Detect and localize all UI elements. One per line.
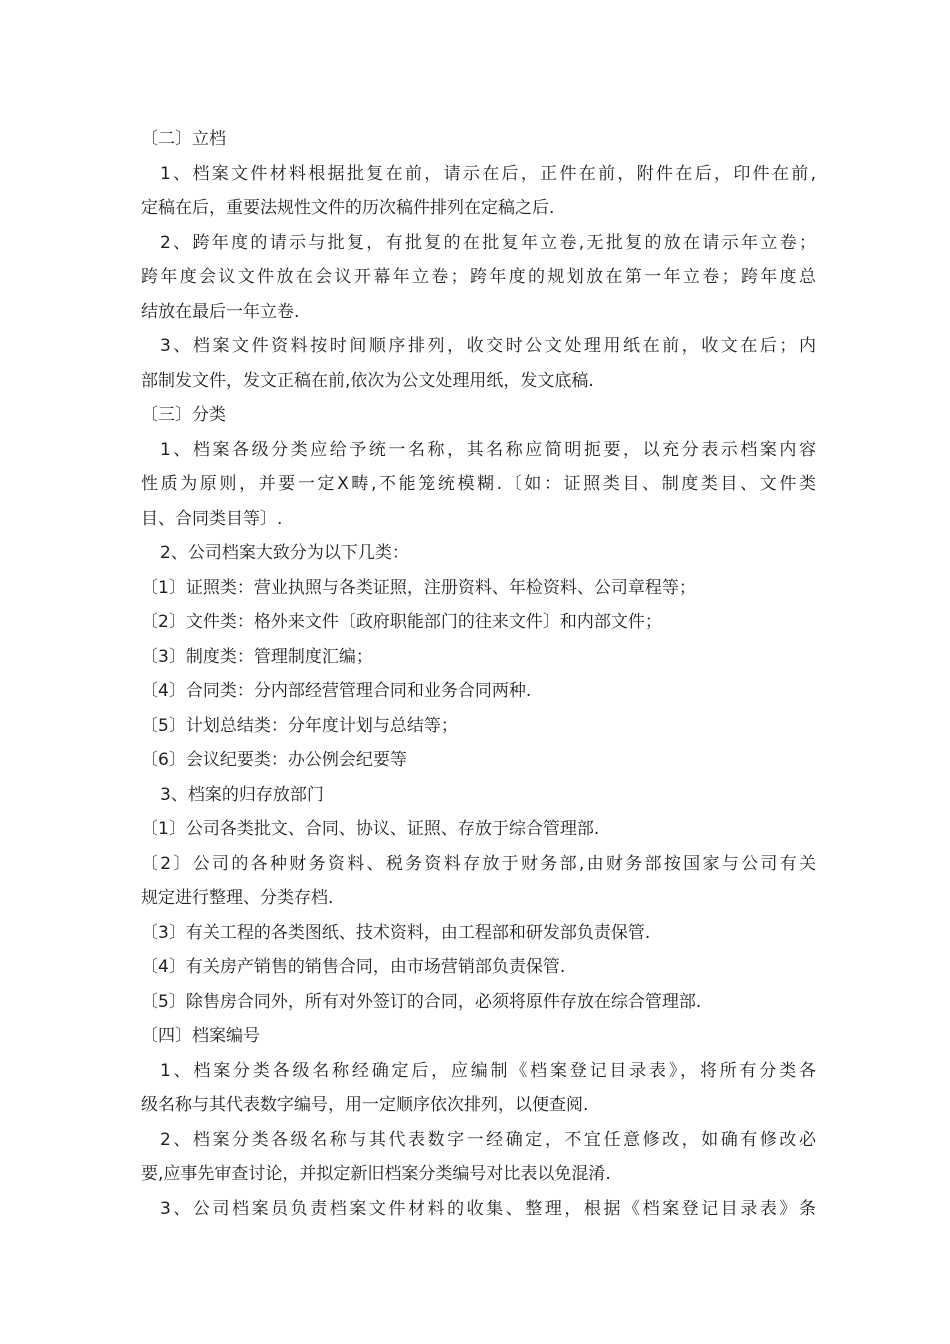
text-line: 定稿在后，重要法规性文件的历次稿件排列在定稿之后. (141, 198, 555, 218)
text-line: 部制发文件，发文正稿在前,依次为公文处理用纸，发文底稿. (141, 370, 594, 391)
text-line: 〔1〕证照类：营业执照与各类证照，注册资料、年检资料、公司章程等； (141, 577, 696, 598)
text-line: 〔1〕公司各类批文、合同、协议、证照、存放于综合管理部. (141, 819, 600, 839)
text-line: 2、档案分类各级名称与其代表数字一经确定，不宜任意修改，如确有修改必 (160, 1129, 816, 1150)
text-line: 结放在最后一年立卷. (141, 301, 300, 322)
text-line: 1、档案各级分类应给予统一名称，其名称应简明扼要，以充分表示档案内容 (160, 439, 816, 460)
text-line: 3、档案的归存放部门 (160, 784, 324, 805)
text-line: 〔6〕会议纪要类：办公例会纪要等 (141, 750, 407, 770)
text-line: 目、合同类目等〕. (141, 508, 283, 529)
text-line: 〔2〕文件类：格外来文件〔政府职能部门的往来文件〕和内部文件； (141, 612, 662, 632)
text-line: 3、档案文件资料按时间顺序排列，收交时公文处理用纸在前，收文在后；内 (160, 336, 816, 356)
text-line: 〔4〕有关房产销售的销售合同，由市场营销部负责保管. (141, 957, 566, 977)
text-line: 〔4〕合同类：分内部经营管理合同和业务合同两种. (141, 681, 532, 701)
text-line: 性质为原则，并要一定X畴,不能笼统模糊.〔如：证照类目、制度类目、文件类 (141, 474, 816, 494)
text-line: 〔3〕制度类：管理制度汇编； (141, 646, 373, 667)
text-line: 1、档案文件材料根据批复在前，请示在后，正件在前，附件在后，印件在前, (160, 163, 816, 184)
text-line: 〔三〕分类 (141, 405, 226, 425)
text-line: 〔5〕除售房合同外，所有对外签订的合同，必须将原件存放在综合管理部. (141, 991, 702, 1012)
text-line: 2、跨年度的请示与批复，有批复的在批复年立卷,无批复的放在请示年立卷； (160, 232, 816, 253)
text-line: 要,应事先审查讨论，并拟定新旧档案分类编号对比表以免混淆. (141, 1164, 611, 1184)
text-line: 2、公司档案大致分为以下几类： (160, 543, 409, 563)
text-line: 级名称与其代表数字编号，用一定顺序依次排列，以便查阅. (141, 1095, 589, 1115)
text-line: 跨年度会议文件放在会议开幕年立卷；跨年度的规划放在第一年立卷；跨年度总 (141, 267, 816, 287)
text-line: 1、档案分类各级名称经确定后，应编制《档案登记目录表》，将所有分类各 (160, 1060, 816, 1081)
document-body (141, 122, 816, 1226)
text-line: 规定进行整理、分类存档. (141, 888, 334, 908)
text-line: 〔二〕立档 (141, 129, 226, 149)
text-line: 3、公司档案员负责档案文件材料的收集、整理，根据《档案登记目录表》条 (160, 1198, 816, 1219)
text-line: 〔3〕有关工程的各类图纸、技术资料，由工程部和研发部负责保管. (141, 922, 651, 943)
text-line: 〔四〕档案编号 (141, 1026, 260, 1046)
text-line: 〔5〕计划总结类：分年度计划与总结等； (141, 715, 458, 736)
text-line: 〔2〕公司的各种财务资料、税务资料存放于财务部,由财务部按国家与公司有关 (141, 853, 816, 874)
